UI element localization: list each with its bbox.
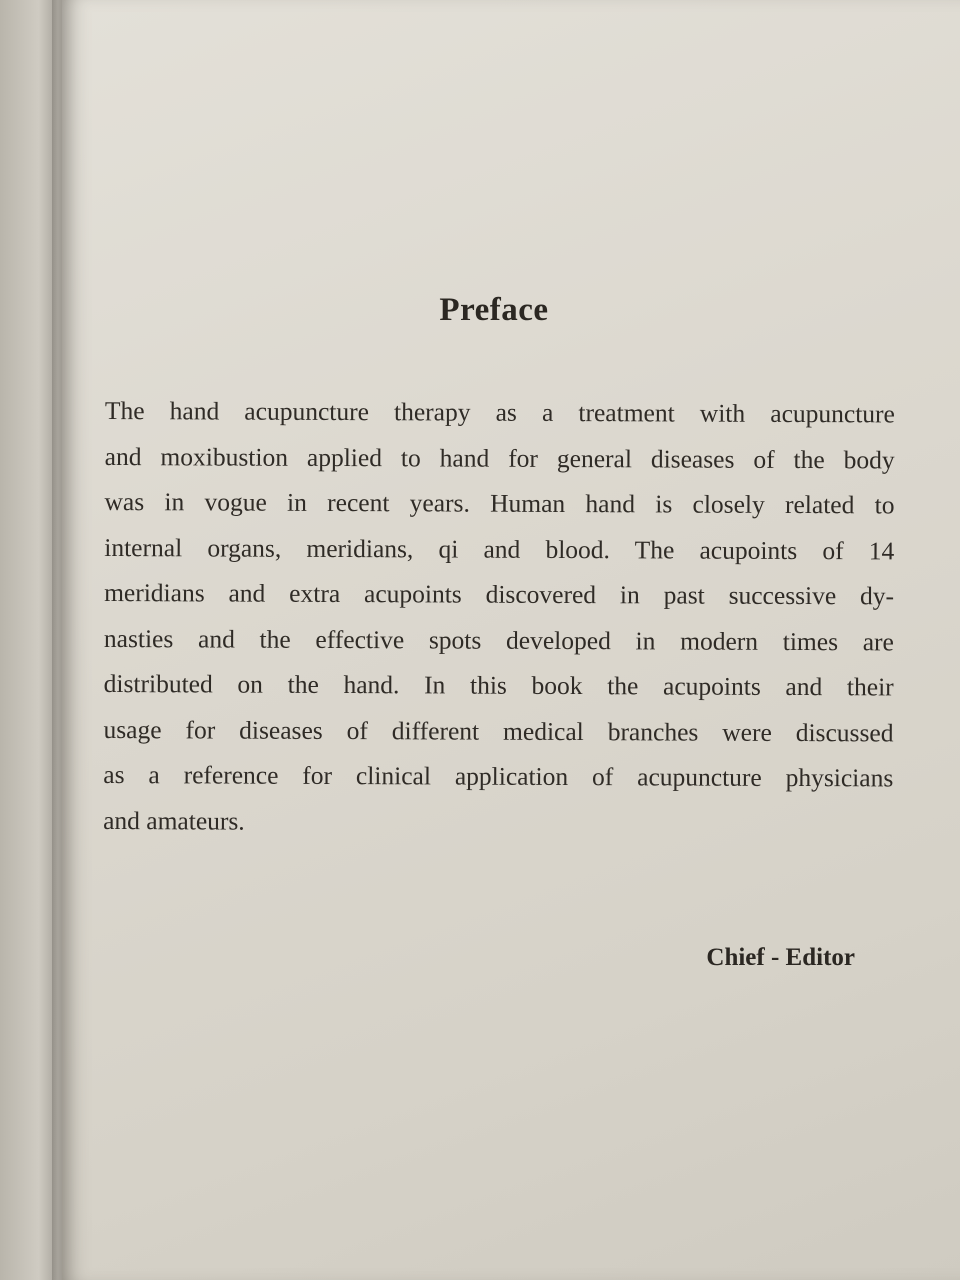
body-line: as a reference for clinical application of acupuncture physicians — [103, 759, 894, 793]
page-title: Preface — [439, 292, 549, 328]
body-line: nasties and the effective spots developed in modern times are — [103, 623, 894, 656]
body-line: internal organs, meridians, qi and blood. The acupoints of 14 — [104, 532, 895, 565]
body-line: usage for diseases of different medical branches were discussed — [103, 714, 894, 747]
book-gutter — [52, 0, 58, 1280]
body-line: and moxibustion applied to hand for general diseases of the body — [104, 441, 895, 474]
body-line: was in vogue in recent years. Human hand is closely related to — [104, 486, 895, 520]
body-line: meridians and extra acupoints discovered in past successive dy- — [104, 577, 895, 611]
preface-body — [103, 388, 895, 846]
facing-page-edge — [0, 0, 70, 1280]
body-line: distributed on the hand. In this book the acupoints and their — [103, 668, 894, 702]
body-line: and amateurs. — [103, 805, 245, 836]
body-line: The hand acupuncture therapy as a treatment with acupuncture — [104, 395, 895, 429]
signature: Chief - Editor — [706, 944, 855, 971]
